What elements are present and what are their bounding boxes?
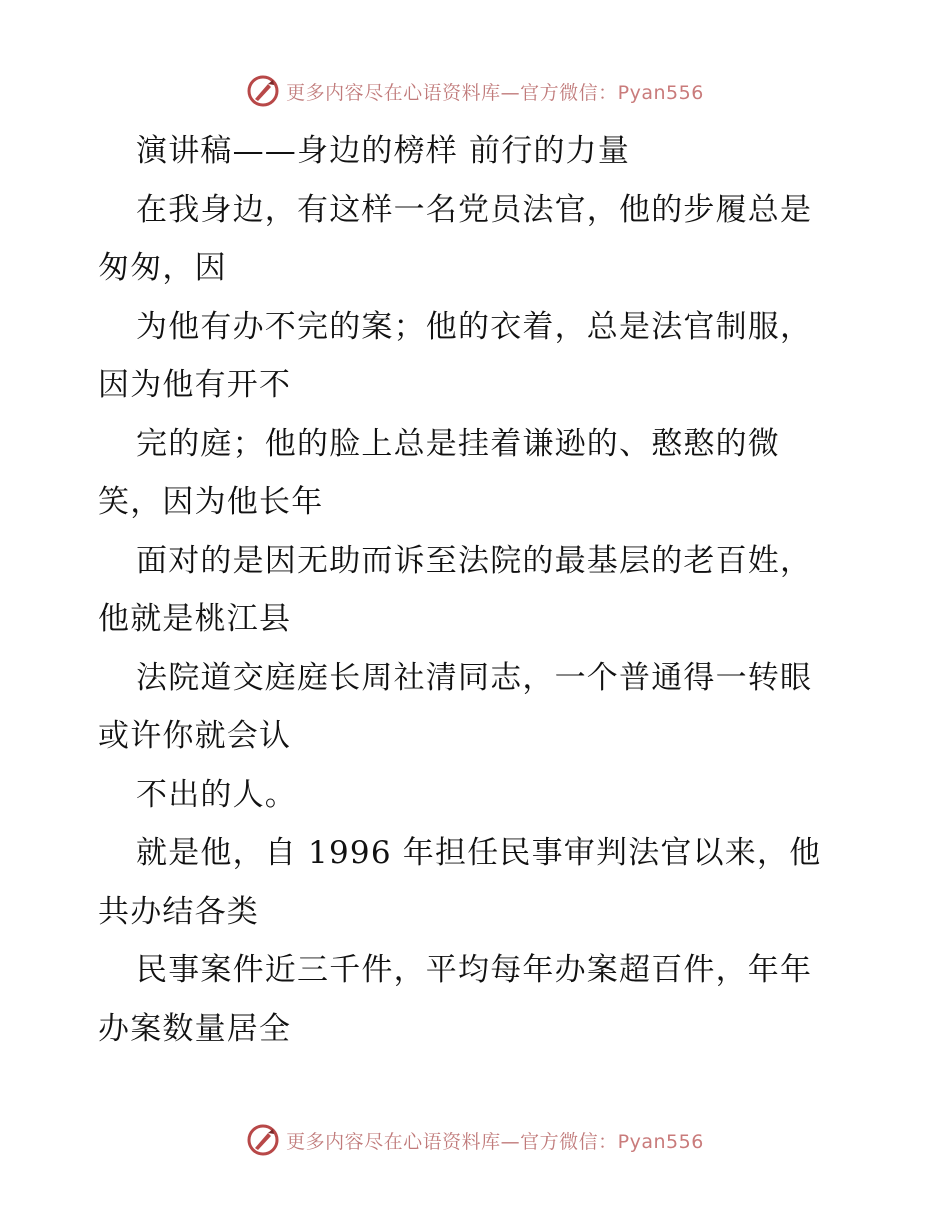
quill-logo-icon [246,74,280,108]
text-line: 不出的人。 [136,776,297,813]
text-line: 因为他有开不 [98,367,292,403]
watermark-text: 更多内容尽在心语资料库—官方微信：Pyan556 [286,81,704,104]
document-body [98,122,858,1058]
text-line: 面对的是因无助而诉至法院的最基层的老百姓， [136,542,813,579]
text-line: 办案数量居全 [98,1010,292,1047]
text-line: 他就是桃江县 [98,601,292,637]
text-line: 或许你就会认 [98,718,292,754]
text-line: 法院道交庭庭长周社清同志，一个普通得一转眼 [136,659,813,696]
text-line: 共办结各类 [98,893,259,930]
header-watermark [0,71,950,111]
text-line: 笑，因为他长年 [98,484,324,520]
text-line: 在我身边，有这样一名党员法官，他的步履总是 [136,191,813,228]
text-line: 就是他，自 1996 年担任民事审判法官以来，他 [136,835,822,871]
quill-logo-icon [246,1123,280,1157]
footer-watermark [0,1120,950,1160]
text-line: 民事案件近三千件，平均每年办案超百件，年年 [136,952,813,988]
watermark-text: 更多内容尽在心语资料库—官方微信：Pyan556 [286,1130,704,1153]
text-line: 完的庭；他的脸上总是挂着谦逊的、憨憨的微 [136,425,780,462]
text-line: 为他有办不完的案；他的衣着，总是法官制服， [136,308,813,345]
text-line: 演讲稿——身边的榜样 前行的力量 [136,133,631,169]
text-line: 匆匆，因 [98,250,227,286]
